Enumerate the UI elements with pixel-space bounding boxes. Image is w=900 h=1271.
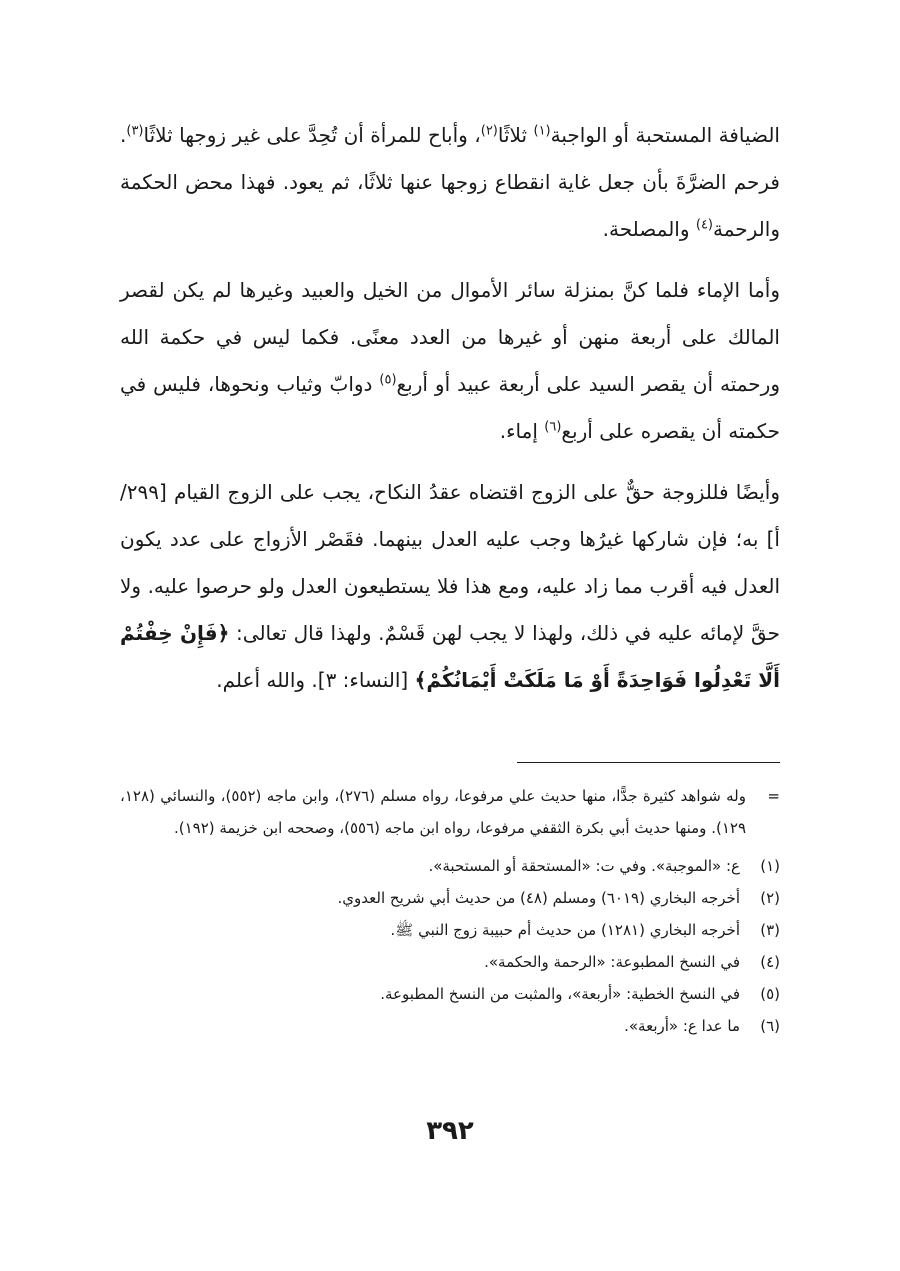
footnote-5 [120,978,780,1010]
footnote-text: في النسخ الخطية: «أربعة»، والمثبت من النسخ المطبوعة. [380,985,740,1003]
continuation-mark: = [767,787,780,805]
footnote-ref-1[interactable]: (١) [533,123,551,139]
footnote-ref-3[interactable]: (٣) [126,123,144,139]
text-segment: وأيضًا فللزوجة حقٌّ على الزوج اقتضاه عقدُ النكاح، يجب على الزوج القيام [٢٩٩/أ] به؛ فإن شاركها غيرُها وجب عليه العدل بينهما. فقَصْر الأزواج على عدد يكون العدل فيه أقرب مما زاد عليه، ومع هذا فلا يستطيعون العدل ولو حرصوا عليه. ولا حقَّ لإمائه عليه في ذلك، ولهذا لا يجب لهن قَسْمٌ. ولهذا قال تعالى: [120,480,780,645]
quran-verse: ﴿فَإِنْ خِفْتُمْ أَلَّا تَعْدِلُوا فَوَاحِدَةً أَوْ مَا مَلَكَتْ أَيْمَانُكُمْ﴾ [120,621,780,692]
text-segment: دوابّ وثياب ونحوها، فليس في حكمته أن يقصره على أربع [120,372,780,443]
text-segment: . فرحم الضرَّةَ بأن جعل غاية انقطاع زوجها عنها ثلاثًا، ثم يعود. فهذا محض الحكمة والرحمة [120,123,780,241]
page-number: ٣٩٢ [426,1116,474,1146]
text-segment: إماء. [499,419,545,443]
footnote-1 [120,850,780,882]
footnote-2 [120,882,780,914]
text-segment: والمصلحة. [602,217,696,241]
footnote-3 [120,914,780,946]
paragraph-1 [120,112,780,253]
footnote-ref-6[interactable]: (٦) [544,419,562,435]
footnote-continuation [120,780,780,844]
footnote-number: (٥) [760,985,780,1003]
footnote-number: (١) [760,857,780,875]
paragraph-3 [120,469,780,704]
footnote-ref-4[interactable]: (٤) [695,217,713,233]
text-segment: ، وأباح للمرأة أن تُحِدَّ على غير زوجها ثلاثًا [143,123,481,147]
text-segment: ثلاثًا [497,123,534,147]
footnote-text: في النسخ المطبوعة: «الرحمة والحكمة». [484,953,740,971]
text-segment: الضيافة المستحبة أو الواجبة [550,123,780,147]
text-segment: [النساء: ٣]. والله أعلم. [216,668,415,692]
text-segment: وأما الإماء فلما كنَّ بمنزلة سائر الأموال من الخيل والعبيد وغيرها لم يكن لقصر المالك على أربعة منهن أو غيرها من العدد معنًى. فكما ليس في حكمة الله ورحمته أن يقصر السيد على أربعة عبيد أو أربع [120,278,780,396]
footnote-text: ما عدا ع: «أربعة». [624,1017,740,1035]
footnote-number: (٦) [760,1017,780,1035]
footnote-number: (٣) [760,921,780,939]
footnote-number: (٤) [760,953,780,971]
footnote-number: (٢) [760,889,780,907]
continuation-text: وله شواهد كثيرة جدًّا، منها حديث علي مرفوعا، رواه مسلم (٢٧٦)، وابن ماجه (٥٥٢)، والنسائي (١٢٨، ١٢٩). ومنها حديث أبي بكرة الثقفي مرفوعا، رواه ابن ماجه (٥٥٦)، وصححه ابن خزيمة (١٩٢). [120,787,746,837]
footnotes-section [120,780,780,1042]
footnote-ref-2[interactable]: (٢) [480,123,498,139]
paragraph-2 [120,267,780,455]
footnote-list [120,850,780,1042]
footnote-4 [120,946,780,978]
footnote-text: أخرجه البخاري (١٢٨١) من حديث أم حبيبة زوج النبي ﷺ. [390,921,740,939]
footnote-6 [120,1010,780,1042]
footnote-ref-5[interactable]: (٥) [379,372,397,388]
footnote-text: ع: «الموجبة». وفي ت: «المستحقة أو المستحبة». [428,857,740,875]
main-text-body [120,112,780,718]
footnote-text: أخرجه البخاري (٦٠١٩) ومسلم (٤٨) من حديث أبي شريح العدوي. [337,889,740,907]
footnote-separator-rule [517,762,780,763]
